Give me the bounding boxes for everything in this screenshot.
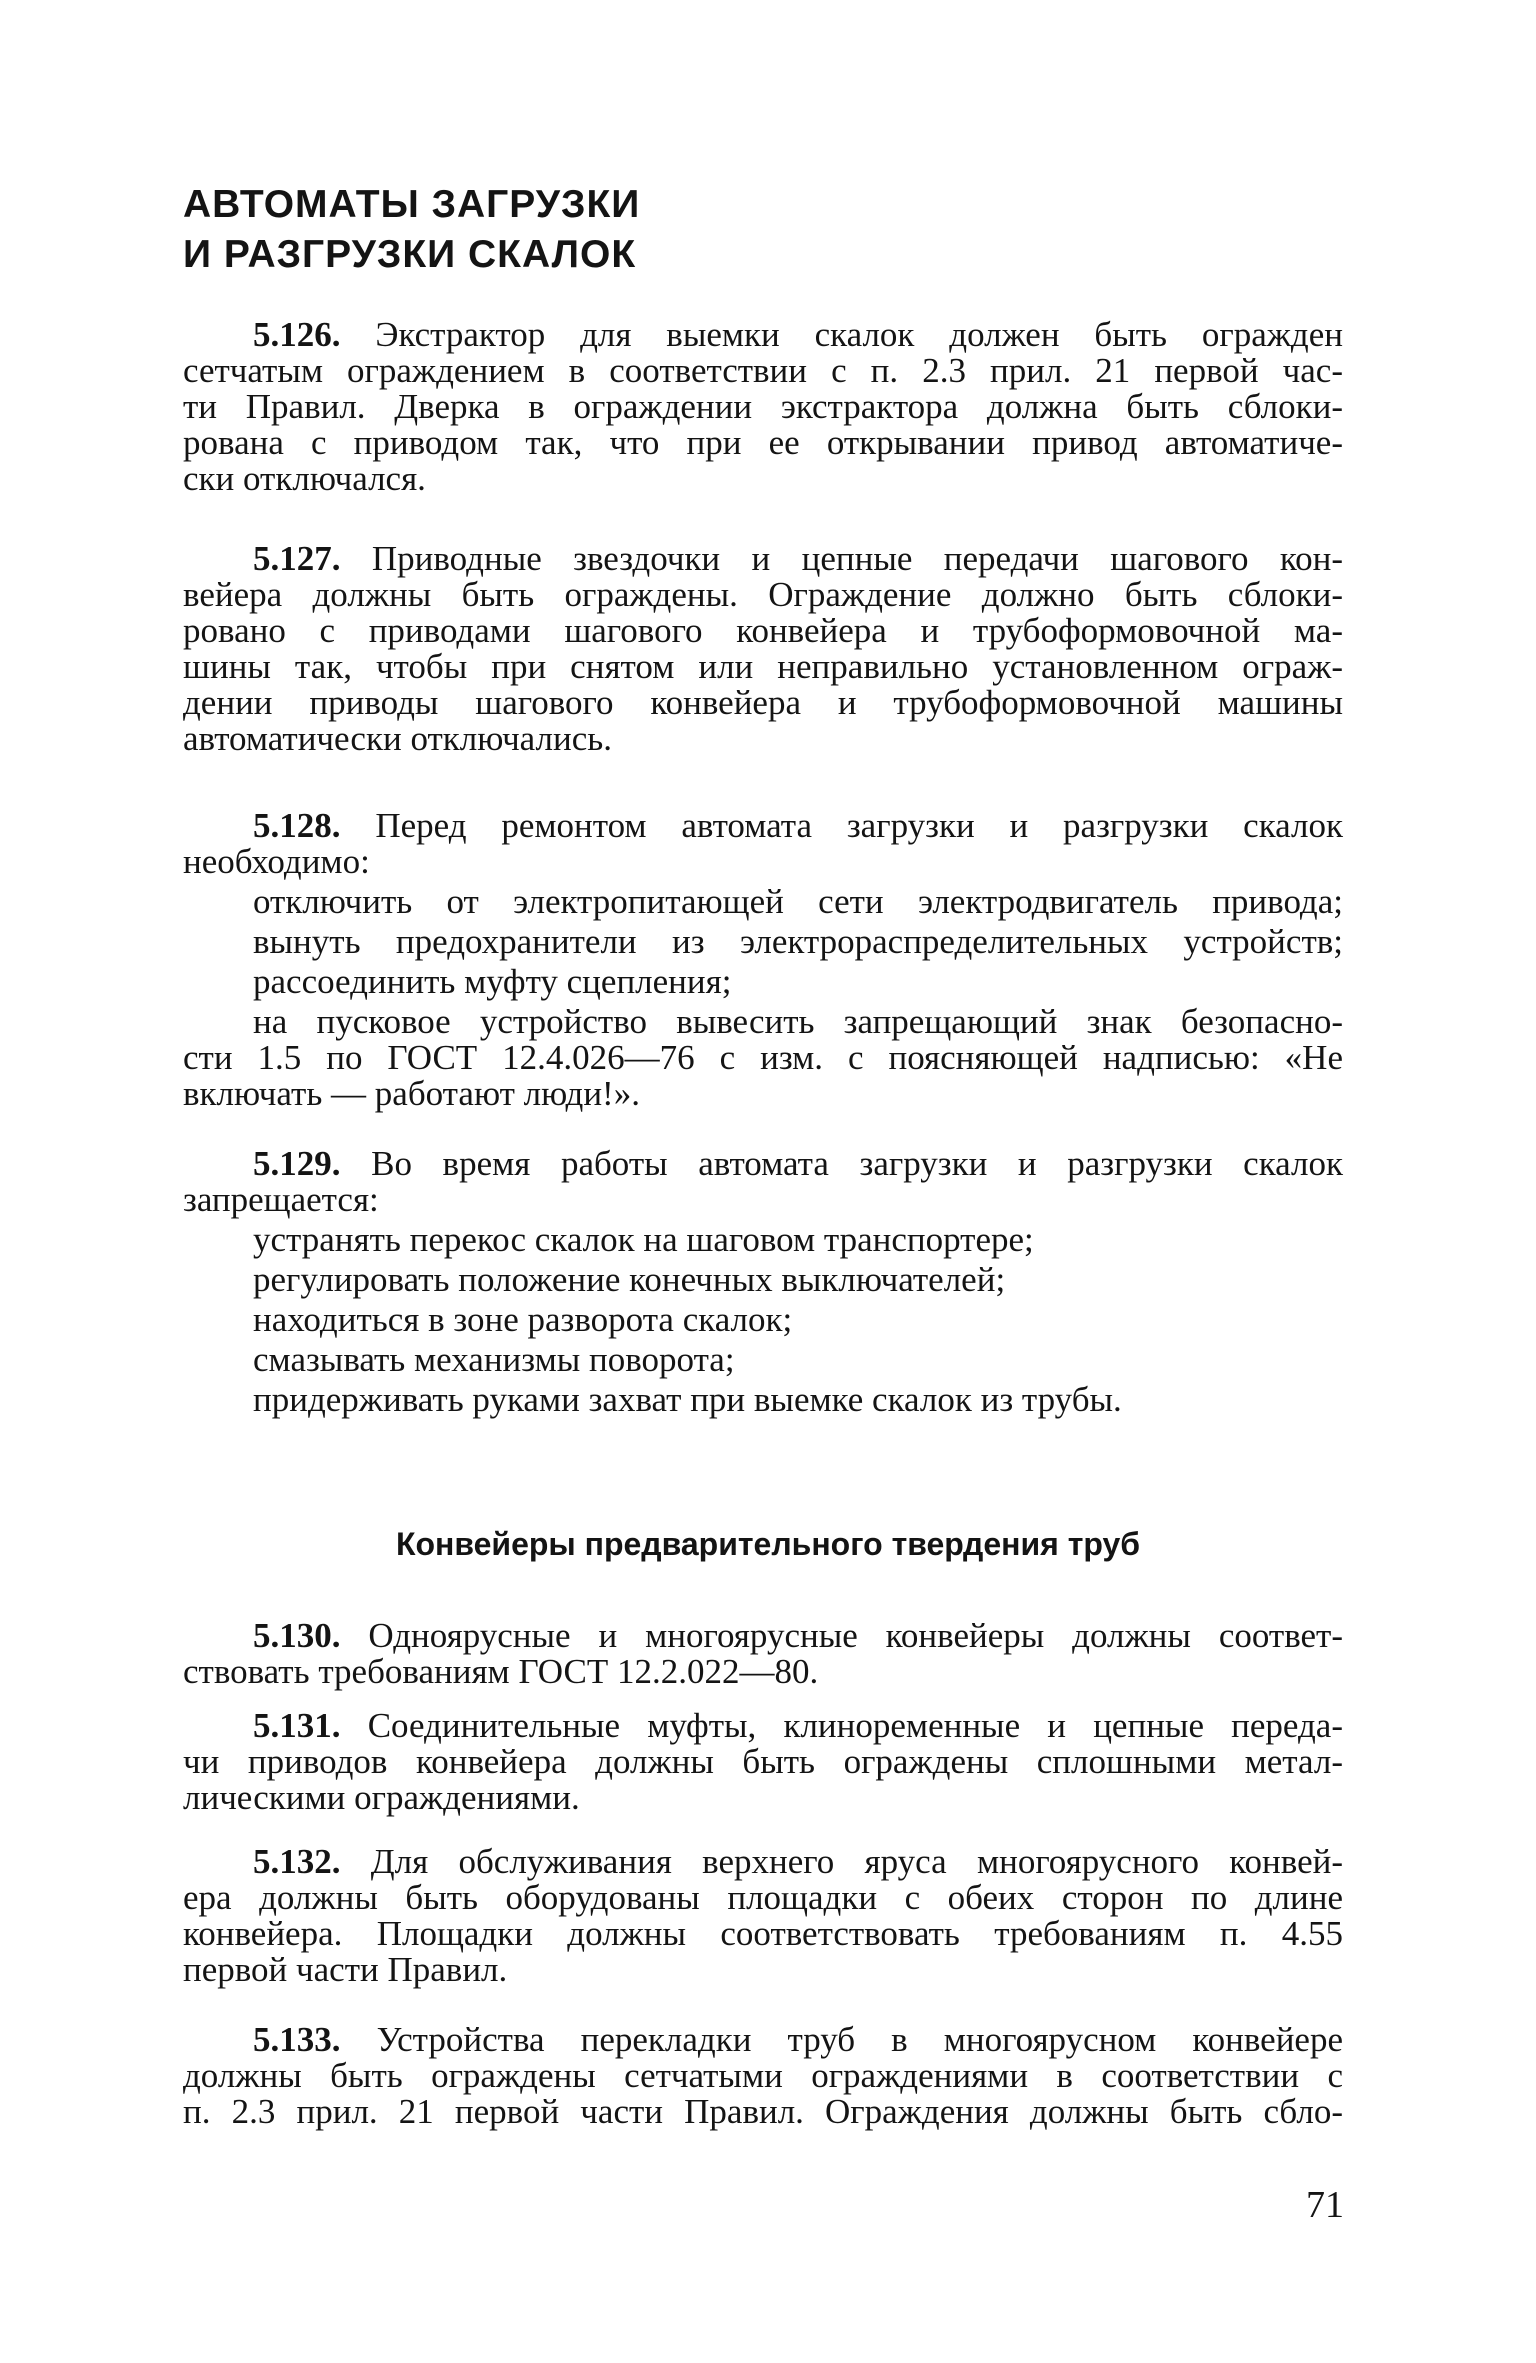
paragraph-line: ски отключался. [183, 459, 426, 498]
list-item-continuation: включать — работают люди!». [183, 1074, 640, 1113]
paragraph-line [183, 1618, 1343, 1654]
list-item: регулировать положение конечных выключателей; [253, 1260, 1006, 1299]
paragraph-text: Одноярусные и многоярусные конвейеры должны соответ- [368, 1616, 1344, 1655]
paragraph-text: Приводные звездочки и цепные передачи шагового кон- [371, 539, 1343, 578]
paragraph-number: 5.131. [253, 1706, 341, 1745]
paragraph-line: п. 2.3 прил. 21 первой части Правил. Ограждения должны быть сбло- [183, 2092, 1343, 2131]
paragraph-line: запрещается: [183, 1180, 379, 1219]
paragraph-text: Перед ремонтом автомата загрузки и разгрузки скалок [375, 806, 1343, 845]
paragraph-number: 5.128. [253, 806, 341, 845]
paragraph-line [183, 1708, 1343, 1744]
paragraph-5-133 [183, 2022, 1343, 2130]
paragraph-5-128 [183, 808, 1343, 1112]
paragraph-number: 5.132. [253, 1842, 341, 1881]
paragraph-5-126 [183, 317, 1343, 497]
list-item: вынуть предохранители из электрораспределительных устройств; [253, 922, 1343, 961]
paragraph-text: Во время работы автомата загрузки и разгрузки скалок [371, 1144, 1343, 1183]
list-item-continuation: сти 1.5 по ГОСТ 12.4.026—76 с изм. с поясняющей надписью: «Не [183, 1038, 1343, 1077]
list-item: рассоединить муфту сцепления; [253, 962, 732, 1001]
paragraph-line [183, 541, 1343, 577]
paragraph-line: чи приводов конвейера должны быть ограждены сплошными метал- [183, 1742, 1343, 1781]
list-item: придерживать руками захват при выемке скалок из трубы. [253, 1380, 1122, 1419]
page-number: 71 [1306, 2184, 1344, 2226]
paragraph-line: сетчатым ограждением в соответствии с п. 2.3 прил. 21 первой час- [183, 351, 1343, 390]
subsection-heading: Конвейеры предварительного твердения труб [395, 1526, 1141, 1562]
list-item: находиться в зоне разворота скалок; [253, 1300, 793, 1339]
paragraph-line: конвейера. Площадки должны соответствовать требованиям п. 4.55 [183, 1914, 1343, 1953]
paragraph-number: 5.127. [253, 539, 341, 578]
paragraph-text: Соединительные муфты, клиноременные и цепные переда- [367, 1706, 1344, 1745]
paragraph-number: 5.130. [253, 1616, 341, 1655]
list-item: устранять перекос скалок на шаговом транспортере; [253, 1220, 1034, 1259]
paragraph-line: должны быть ограждены сетчатыми ограждениями в соответствии с [183, 2056, 1343, 2095]
paragraph-text: Устройства перекладки труб в многоярусном конвейере [376, 2020, 1344, 2059]
paragraph-line: лическими ограждениями. [183, 1778, 580, 1817]
paragraph-5-130 [183, 1618, 1343, 1690]
paragraph-line: ти Правил. Дверка в ограждении экстрактора должна быть сблоки- [183, 387, 1343, 426]
paragraph-line [183, 1146, 1343, 1182]
paragraph-number: 5.126. [253, 315, 341, 354]
paragraph-line: автоматически отключались. [183, 719, 612, 758]
section-heading [183, 180, 1083, 280]
list-item: на пусковое устройство вывесить запрещающий знак безопасно- [253, 1002, 1343, 1041]
paragraph-5-132 [183, 1844, 1343, 1988]
paragraph-number: 5.133. [253, 2020, 341, 2059]
paragraph-line [183, 808, 1343, 844]
paragraph-5-129 [183, 1146, 1343, 1418]
paragraph-line: необходимо: [183, 842, 370, 881]
paragraph-line: ствовать требованиям ГОСТ 12.2.022—80. [183, 1652, 819, 1691]
heading-line-2: И РАЗГРУЗКИ СКАЛОК [183, 233, 637, 276]
paragraph-number: 5.129. [253, 1144, 341, 1183]
paragraph-line: рована с приводом так, что при ее открывании привод автоматиче- [183, 423, 1343, 462]
paragraph-line [183, 317, 1343, 353]
paragraph-line [183, 1844, 1343, 1880]
paragraph-text: Для обслуживания верхнего яруса многоярусного конвей- [370, 1842, 1343, 1881]
paragraph-5-131 [183, 1708, 1343, 1816]
paragraph-text: Экстрактор для выемки скалок должен быть огражден [375, 315, 1343, 354]
paragraph-line: вейера должны быть ограждены. Ограждение должно быть сблоки- [183, 575, 1343, 614]
paragraph-line: шины так, чтобы при снятом или неправильно установленном ограж- [183, 647, 1343, 686]
paragraph-line: первой части Правил. [183, 1950, 508, 1989]
list-item: смазывать механизмы поворота; [253, 1340, 735, 1379]
paragraph-5-127 [183, 541, 1343, 757]
heading-line-1: АВТОМАТЫ ЗАГРУЗКИ [183, 183, 641, 226]
paragraph-line [183, 2022, 1343, 2058]
paragraph-line: ера должны быть оборудованы площадки с обеих сторон по длине [183, 1878, 1343, 1917]
paragraph-line: ровано с приводами шагового конвейера и трубоформовочной ма- [183, 611, 1343, 650]
list-item: отключить от электропитающей сети электродвигатель привода; [253, 882, 1343, 921]
paragraph-line: дении приводы шагового конвейера и трубоформовочной машины [183, 683, 1343, 722]
